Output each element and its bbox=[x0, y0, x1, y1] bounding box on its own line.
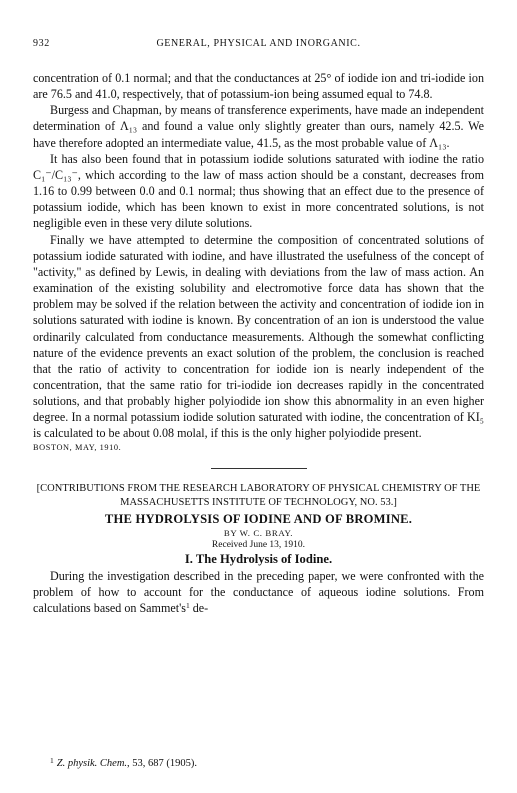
paragraph-continuation: concentration of 0.1 normal; and that the conductances at 25° of iodide ion and tri-iodide ion are 76.5 and 41.0, respectively, that of potassium-ion being assumed equal to 74.8. bbox=[33, 71, 484, 102]
footnote bbox=[50, 754, 197, 770]
article-author: BY W. C. BRAY. bbox=[223, 527, 294, 538]
footnote-marker: 1 bbox=[50, 756, 54, 765]
contribution-line-1: [CONTRIBUTIONS FROM THE RESEARCH LABORATORY OF PHYSICAL CHEMISTRY OF THE bbox=[36, 482, 481, 494]
footnote-source: Z. physik. Chem. bbox=[56, 758, 128, 769]
running-title: GENERAL, PHYSICAL AND INORGANIC. bbox=[156, 38, 361, 49]
paragraph-iodide-ratio: It has also been found that in potassium iodide solutions saturated with iodine the ratio C₁⁻/C₁₃⁻, which according to the law of mass action should be a constant, decreases from 1.16 to 0.99 between 0.0 and 0.1 normal; thus showing that an effect due to the presence of potassium iodide, which has been known to exist in more concentrated solutions, is not negligible even in these very dilute solutions. bbox=[33, 151, 484, 231]
received-date: Received June 13, 1910. bbox=[211, 539, 306, 550]
article-title: THE HYDROLYSIS OF IODINE AND OF BROMINE. bbox=[104, 511, 413, 526]
contribution-note bbox=[33, 482, 484, 511]
footnote-citation: , 53, 687 (1905). bbox=[127, 758, 198, 769]
paragraph-burgess-chapman: Burgess and Chapman, by means of transference experiments, have made an independent determination of Λ₁₃ and found a value only slightly greater than ours, namely 42.5. We have therefore adopted an intermediate value, 41.5, as the most probable value of Λ₁₃. bbox=[33, 103, 484, 150]
footnote-reference: 1 bbox=[185, 600, 190, 610]
intro-text-end: de- bbox=[189, 600, 209, 615]
page-header bbox=[33, 38, 484, 52]
section-divider bbox=[211, 468, 307, 469]
page-number: 932 bbox=[33, 38, 50, 49]
paragraph-intro bbox=[33, 568, 484, 616]
contribution-line-2: MASSACHUSETTS INSTITUTE OF TECHNOLOGY, NO. 53.] bbox=[120, 497, 397, 509]
body-text bbox=[33, 70, 484, 616]
paragraph-conclusion: Finally we have attempted to determine the composition of concentrated solutions of potassium iodide saturated with iodine, and have illustrated the usefulness of the concept of "activity," as defined by Lewis, in dealing with deviations from the law of mass action. An examination of the existing solubility and electromotive force data has shown that the problem may be solved if the relation between the activity and concentration of iodide ion in solutions saturated with iodine is known. By concentration of an ion is understood the value ordinarily calculated from conductance measurements. Although the somewhat conflicting nature of the evidence prevents an exact solution of the problem, the conclusion is reached that the ratio of activity to concentration for iodide ion is nearly independent of the concentration, that the same ratio for tri-iodide ion decreases rapidly in the concentrated solutions, and that probably higher polyiodide ion show this abnormality in an even higher degree. In a normal potassium iodide solution saturated with iodine, the concentration of KI₅ is calculated to be about 0.08 molal, if this is the only higher polyiodide present. bbox=[33, 232, 484, 441]
place-date-signature: BOSTON, MAY, 1910. bbox=[33, 442, 122, 452]
section-heading: I. The Hydrolysis of Iodine. bbox=[184, 551, 333, 566]
intro-text: During the investigation described in the preceding paper, we were confronted with the problem of how to account for the conductance of aqueous iodine solutions. From calculations based on Sammet's bbox=[33, 568, 484, 615]
